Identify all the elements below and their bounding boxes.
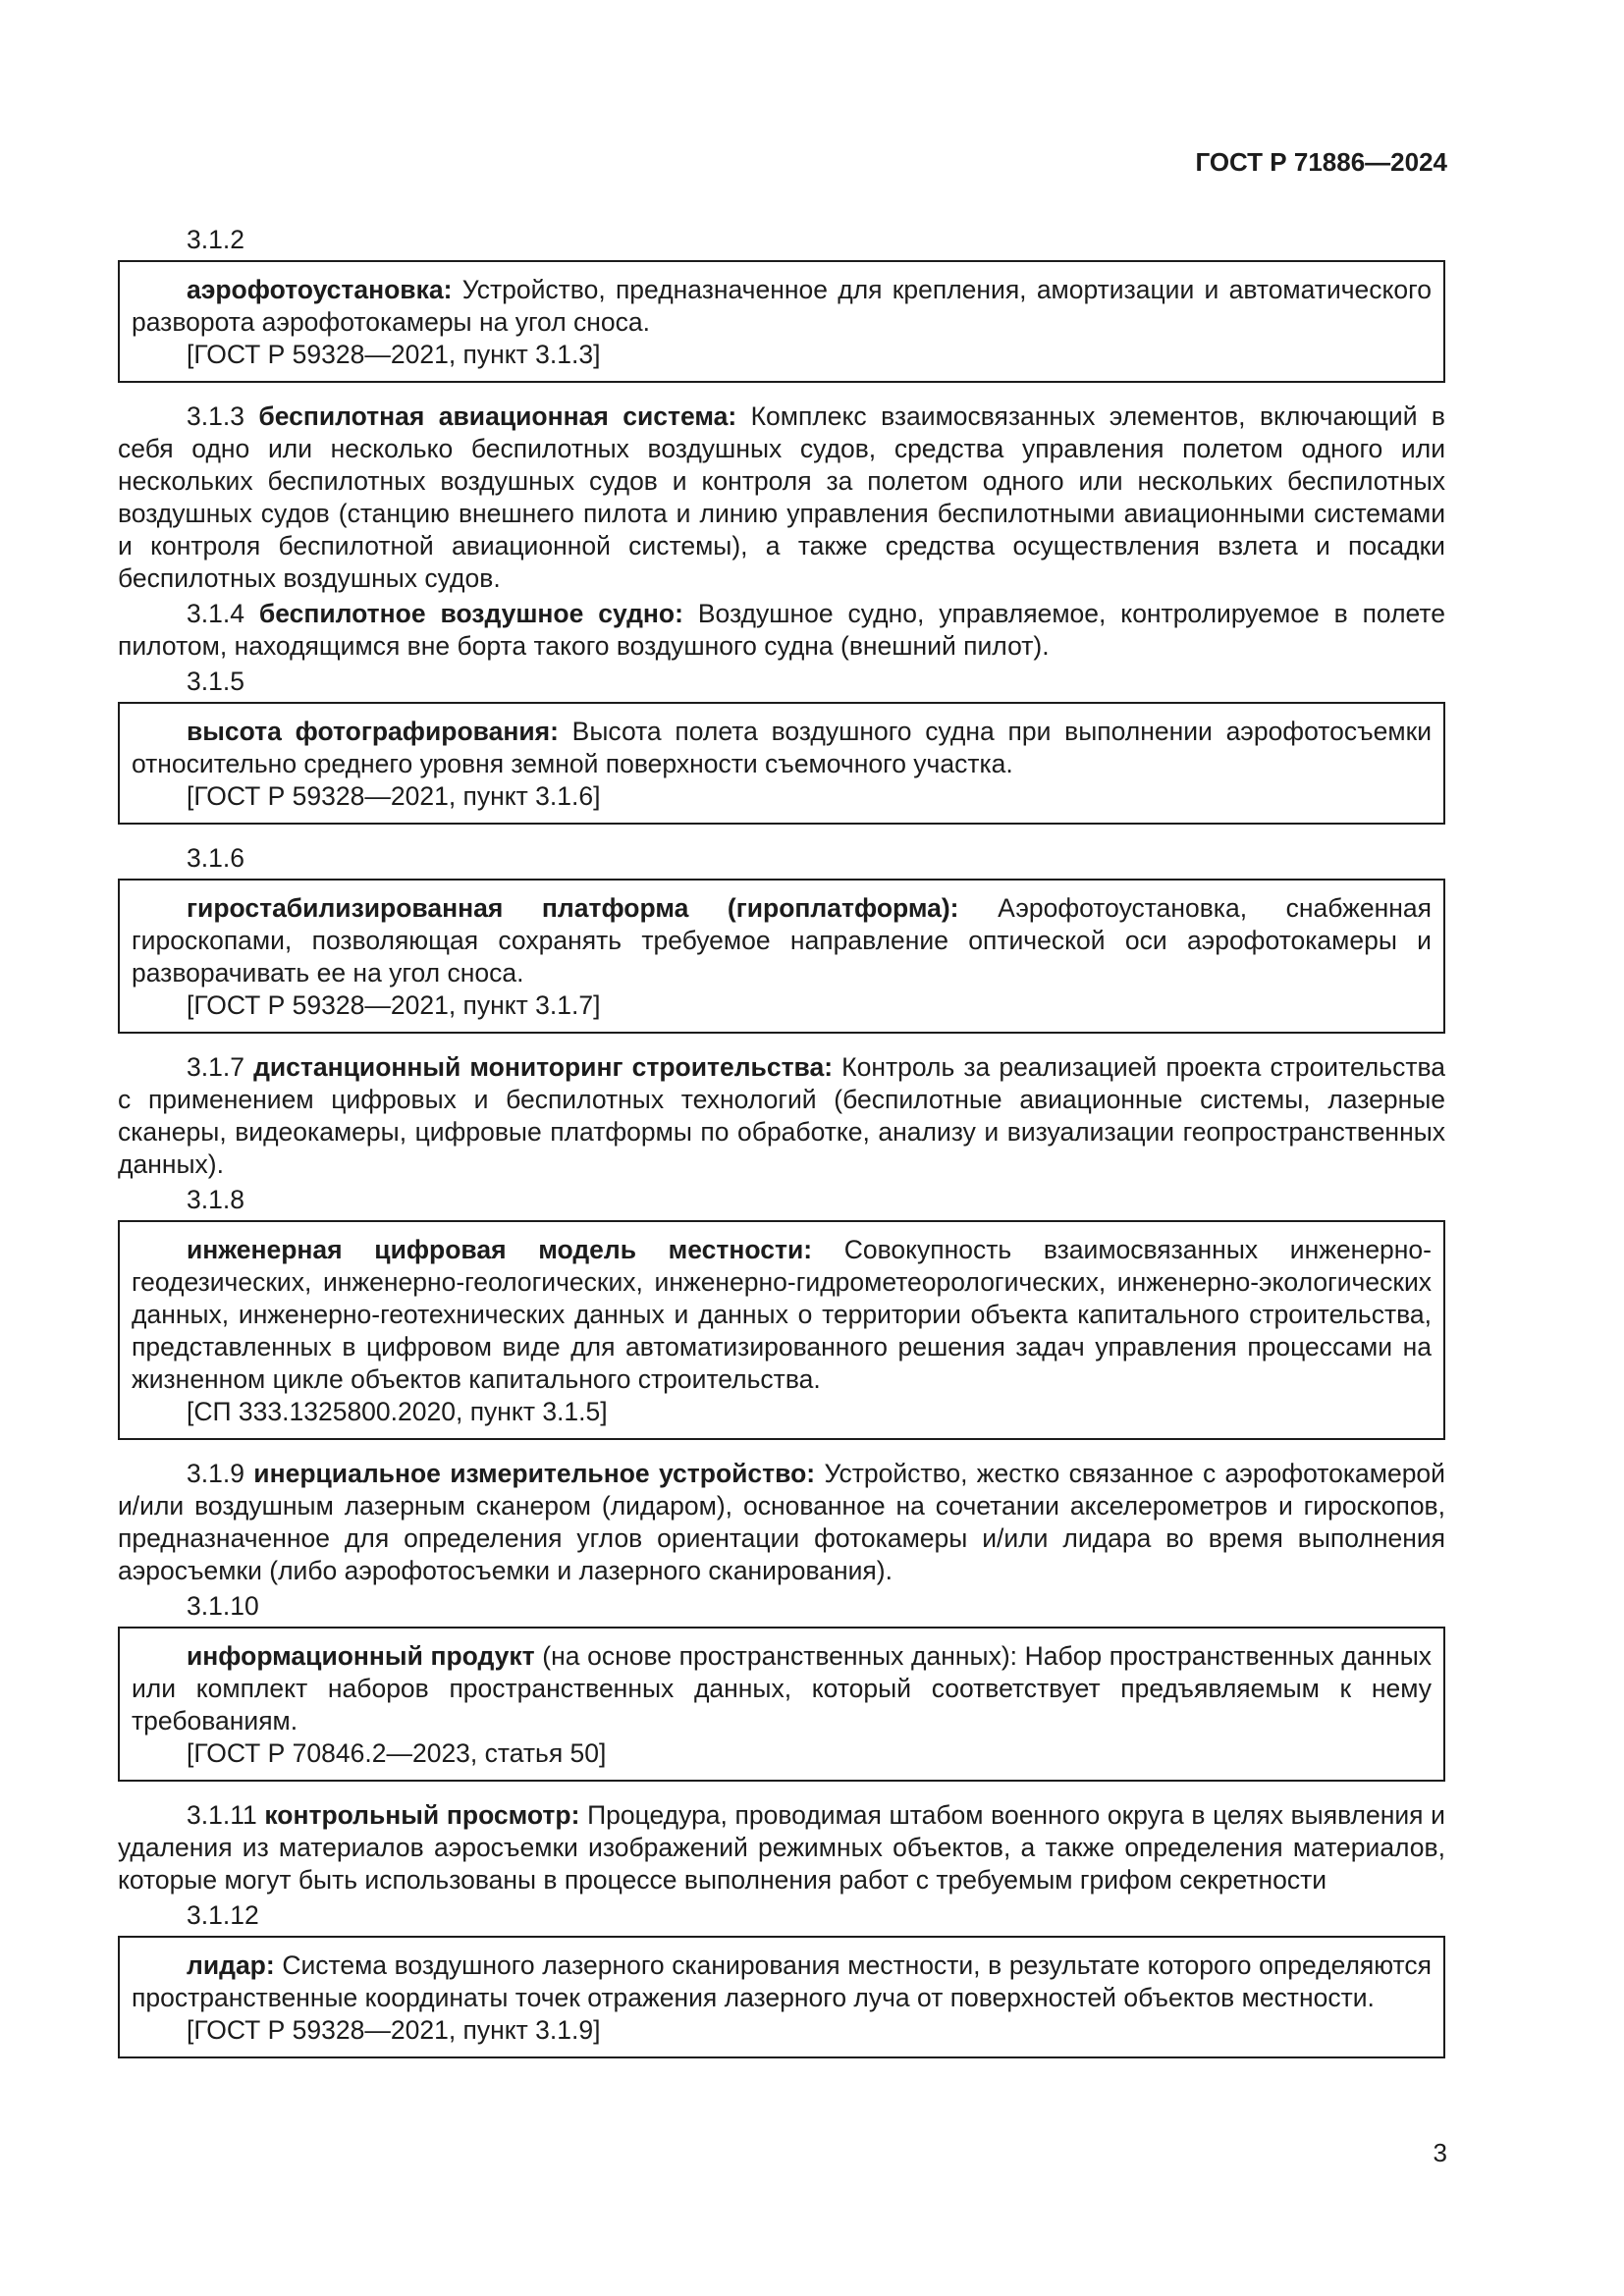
entry-number: 3.1.8 — [187, 1185, 244, 1214]
definition: Высота полета воздушного судна при выполнении аэрофотосъемки относительно среднего уровня земной поверхности съемочного участка. — [132, 717, 1433, 778]
term: дистанционный мониторинг строительства: — [253, 1052, 834, 1082]
term: информационный продукт — [187, 1641, 535, 1671]
definition-box — [118, 1936, 1445, 2058]
definition-paragraph — [118, 1051, 1445, 1181]
term: аэрофотоустановка: — [187, 275, 453, 304]
page-number: 3 — [1433, 2138, 1447, 2167]
term: беспилотная авиационная система: — [258, 401, 737, 431]
entry-number: 3.1.12 — [187, 1900, 259, 1930]
source-reference: [ГОСТ Р 59328—2021, пункт 3.1.6] — [187, 781, 601, 811]
source-reference: [СП 333.1325800.2020, пункт 3.1.5] — [187, 1397, 608, 1426]
definition-paragraph — [118, 1458, 1445, 1587]
definition-box — [118, 1627, 1445, 1782]
entry-number: 3.1.11 — [187, 1800, 257, 1830]
entry-number: 3.1.6 — [187, 843, 244, 873]
definition: Комплекс взаимосвязанных элементов, включающий в себя одно или несколько беспилотных воздушных судов, средства управления полетом одного или нескольких беспилотных воздушных судов и контроля за полетом одного или нескольких беспилотных воздушных судов (станцию внешнего пилота и линию управления беспилотными авиационными системами и контроля беспилотной авиационной системы), а также средства осуществления взлета и посадки беспилотных воздушных судов. — [118, 401, 1445, 593]
term: беспилотное воздушное судно: — [258, 599, 683, 628]
definition-text — [132, 1234, 1432, 1396]
definition-box — [118, 1220, 1445, 1440]
term: лидар: — [187, 1950, 275, 1980]
definition: Воздушное судно, управляемое, контролируемое в полете пилотом, находящимся вне борта такого воздушного судна (внешний пилот). — [118, 599, 1445, 661]
definition: Процедура, проводимая штабом военного округа в целях выявления и удаления из материалов аэросъемки изображений режимных объектов, а также определения материалов, которые могут быть использованы в процессе выполнения работ с требуемым грифом секретности — [118, 1800, 1445, 1895]
definition-text — [132, 892, 1432, 989]
definition: Аэрофотоустановка, снабженная гироскопами, позволяющая сохранять требуемое направление оптической оси аэрофотокамеры и разворачивать ее на угол сноса. — [132, 893, 1432, 988]
definition: Совокупность взаимосвязанных инженерно-геодезических, инженерно-геологических, инженерно-гидрометеорологических, инженерно-экологических данных, инженерно-геотехнических данных и данных о территории объекта капитального строительства, представленных в цифровом виде для автоматизированного решения задач управления процессами на жизненном цикле объектов капитального строительства. — [132, 1235, 1432, 1394]
definitions-section — [118, 224, 1445, 2076]
entry-number: 3.1.4 — [187, 599, 244, 628]
source-reference: [ГОСТ Р 70846.2—2023, статья 50] — [187, 1738, 607, 1768]
definition-paragraph — [118, 598, 1445, 663]
source-reference: [ГОСТ Р 59328—2021, пункт 3.1.3] — [187, 340, 601, 369]
definition-box — [118, 702, 1445, 825]
definition-box — [118, 879, 1445, 1034]
definition-paragraph — [118, 400, 1445, 595]
entry-number: 3.1.2 — [187, 225, 244, 254]
source-reference: [ГОСТ Р 59328—2021, пункт 3.1.9] — [187, 2015, 601, 2045]
entry-number: 3.1.3 — [187, 401, 244, 431]
definition-text — [132, 1640, 1432, 1737]
definition-box — [118, 260, 1445, 383]
entry-number: 3.1.7 — [187, 1052, 244, 1082]
term: контрольный просмотр: — [264, 1800, 580, 1830]
term: высота фотографирования: — [187, 717, 559, 746]
definition: (на основе пространственных данных): Набор пространственных данных или комплект наборов пространственных данных, который соответствует предъявляемым к нему требованиям. — [132, 1641, 1432, 1735]
standard-code: ГОСТ Р 71886—2024 — [1195, 147, 1447, 177]
source-reference: [ГОСТ Р 59328—2021, пункт 3.1.7] — [187, 990, 601, 1020]
definition: Устройство, жестко связанное с аэрофотокамерой и/или воздушным лазерным сканером (лидаром), основанное на сочетании акселерометров и гироскопов, предназначенное для определения углов ориентации фотокамеры и/или лидара во время выполнения аэросъемки (либо аэрофотосъемки и лазерного сканирования). — [118, 1459, 1445, 1585]
entry-number: 3.1.10 — [187, 1591, 259, 1621]
definition: Контроль за реализацией проекта строительства с применением цифровых и беспилотных технологий (беспилотные авиационные системы, лазерные сканеры, видеокамеры, цифровые платформы по обработке, анализу и визуализации геопространственных данных). — [118, 1052, 1445, 1179]
term: гиростабилизированная платформа (гироплатформа): — [187, 893, 959, 923]
definition-text — [132, 274, 1432, 339]
definition-text — [132, 1949, 1432, 2014]
definition: Устройство, предназначенное для крепления, амортизации и автоматического разворота аэрофотокамеры на угол сноса. — [132, 275, 1432, 337]
definition-paragraph — [118, 1799, 1445, 1896]
entry-number: 3.1.9 — [187, 1459, 244, 1488]
term: инженерная цифровая модель местности: — [187, 1235, 813, 1264]
definition-text — [132, 716, 1432, 780]
term: инерциальное измерительное устройство: — [253, 1459, 816, 1488]
definition: Система воздушного лазерного сканирования местности, в результате которого определяются пространственные координаты точек отражения лазерного луча от поверхностей объектов местности. — [132, 1950, 1432, 2012]
entry-number: 3.1.5 — [187, 667, 244, 696]
